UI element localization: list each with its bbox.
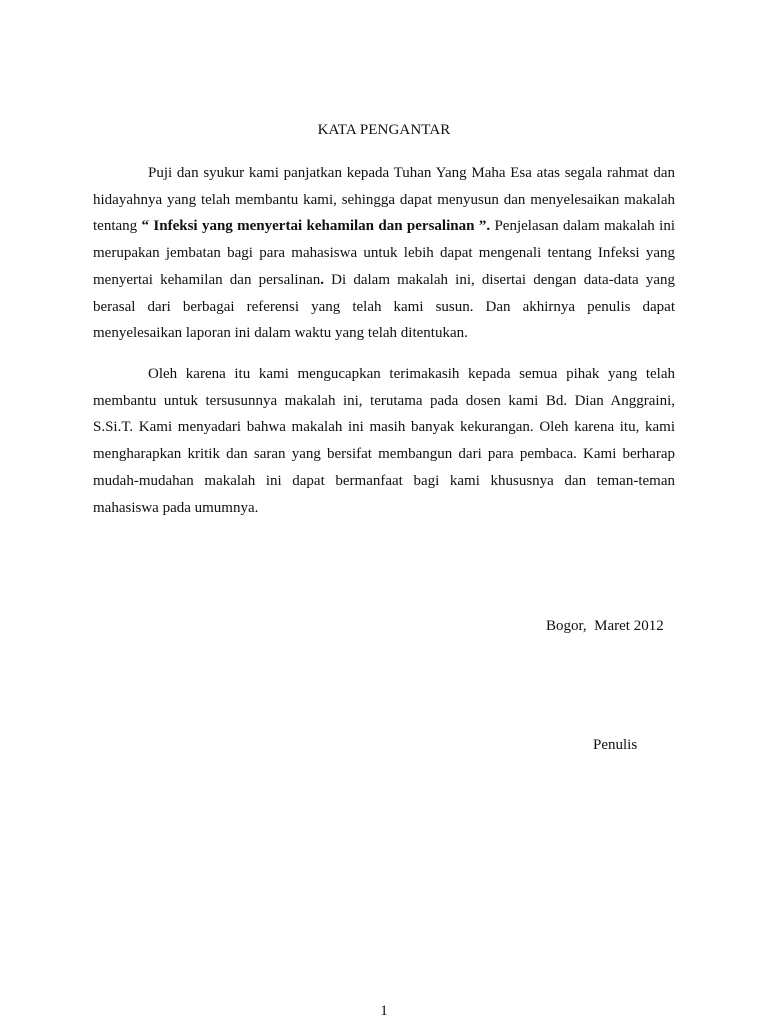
paragraph-intro-topic: “ Infeksi yang menyertai kehamilan dan persalinan ”.: [141, 218, 491, 235]
page-number: 1: [380, 1003, 388, 1019]
paragraph-intro: [93, 160, 675, 347]
paragraph-intro-text-1: Puji dan syukur kami panjatkan kepada Tuhan Yang Maha Esa atas segala rahmat dan hidayahnya yang telah membantu kami, sehingga dapat menyusun dan menyelesaikan makalah tentang: [93, 165, 675, 235]
author-signature: Penulis: [593, 737, 638, 753]
paragraph-thanks-text: Oleh karena itu kami mengucapkan terimakasih kepada semua pihak yang telah membantu untuk tersusunnya makalah ini, terutama pada dosen kami Bd. Dian Anggraini, S.Si.T. Kami menyadari bahwa makalah ini masih banyak kekurangan. Oleh karena itu, kami mengharapkan kritik dan saran yang bersifat membangun dari para pembaca. Kami berharap mudah-mudahan makalah ini dapat bermanfaat bagi kami khususnya dan teman-teman mahasiswa pada umumnya.: [93, 366, 675, 516]
paragraph-thanks: [93, 361, 675, 521]
place-date: Bogor, Maret 2012: [546, 618, 664, 634]
paragraph-intro-period: .: [320, 271, 325, 288]
page-title: KATA PENGANTAR: [317, 122, 451, 138]
paragraph-intro-text-3: Di dalam makalah ini, disertai dengan data-data yang berasal dari berbagai referensi yang telah kami susun. Dan akhirnya penulis dapat menyelesaikan laporan ini dalam waktu yang telah ditentukan.: [93, 271, 675, 342]
paragraph-intro-text-2: Penjelasan dalam makalah ini merupakan jembatan bagi para mahasiswa untuk lebih dapat mengenali tentang Infeksi yang menyertai kehamilan dan persalinan: [93, 218, 675, 288]
